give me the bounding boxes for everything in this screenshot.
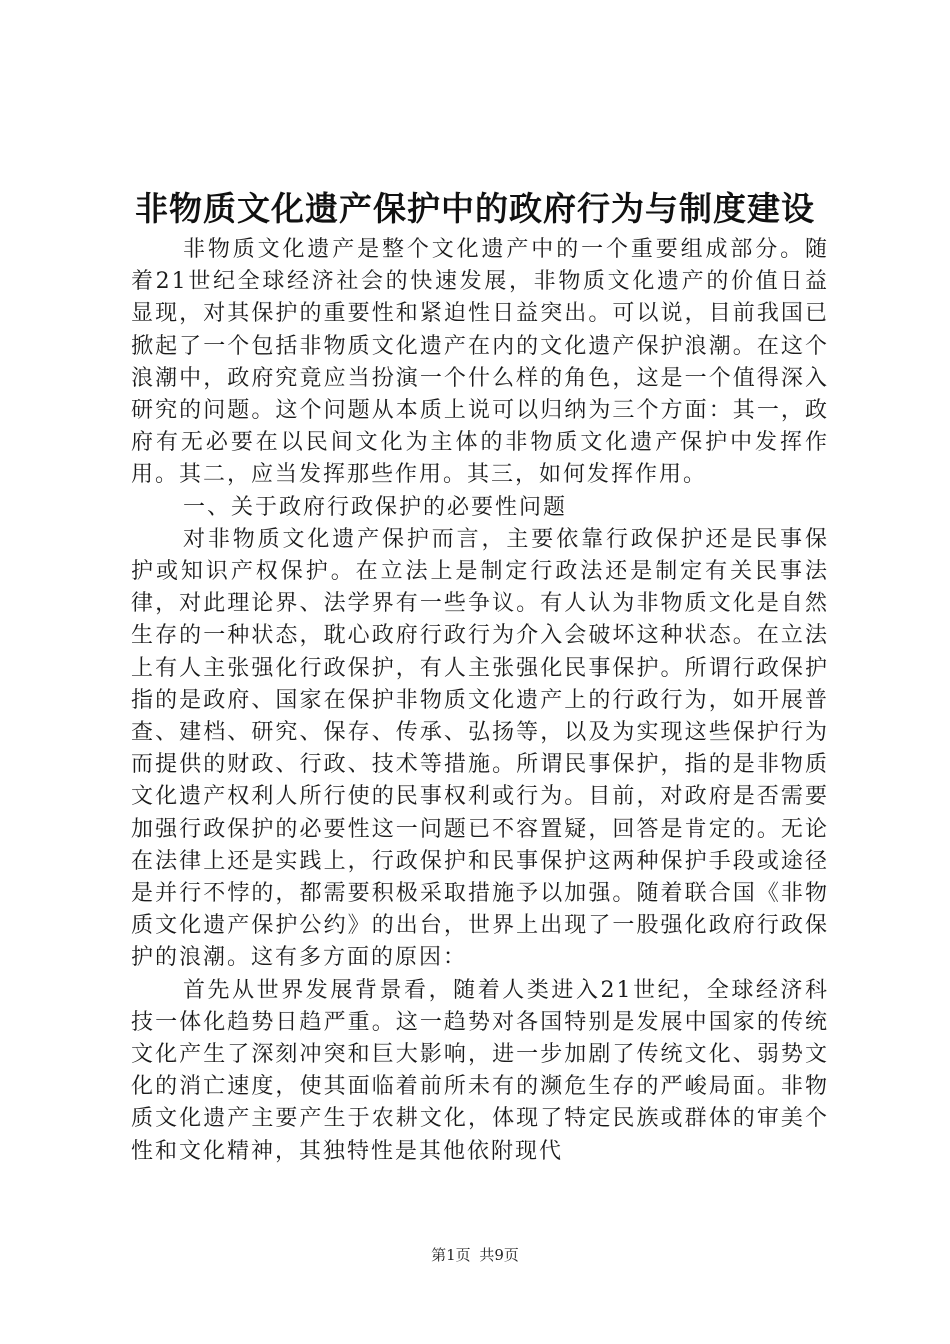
document-title: 非物质文化遗产保护中的政府行为与制度建设 xyxy=(135,189,815,228)
section-heading: 一、关于政府行政保护的必要性问题 xyxy=(183,494,568,520)
page-total: 共9页 xyxy=(479,1246,519,1264)
paragraph-necessity: 对非物质文化遗产保护而言，主要依靠行政保护还是民事保护或知识产权保护。在立法上是制定行政法还是制定有关民事法律，对此理论界、法学界有一些争议。有人认为非物质文化是自然生存的一种状态，耽心政府行政行为介入会破坏这种状态。在立法上有人主张强化行政保护，有人主张强化民事保护。所谓行政保护指的是政府、国家在保护非物质文化遗产上的行政行为，如开展普查、建档、研究、保存、传承、弘扬等，以及为实现这些保护行为而提供的财政、行政、技术等措施。所谓民事保护，指的是非物质文化遗产权利人所行使的民事权利或行为。目前，对政府是否需要加强行政保护的必要性这一问题已不容置疑，回答是肯定的。无论在法律上还是实践上，行政保护和民事保护这两种保护手段或途径是并行不悖的，都需要积极采取措施予以加强。随着联合国《非物质文化遗产保护公约》的出台，世界上出现了一股强化政府行政保护的浪潮。这有多方面的原因： xyxy=(131,526,829,971)
page-number: 第1页 xyxy=(431,1246,471,1264)
paragraph-intro: 非物质文化遗产是整个文化遗产中的一个重要组成部分。随着21世纪全球经济社会的快速发展，非物质文化遗产的价值日益显现，对其保护的重要性和紧迫性日益突出。可以说，目前我国已掀起了一个包括非物质文化遗产在内的文化遗产保护浪潮。在这个浪潮中，政府究竟应当扮演一个什么样的角色，这是一个值得深入研究的问题。这个问题从本质上说可以归纳为三个方面：其一，政府有无必要在以民间文化为主体的非物质文化遗产保护中发挥作用。其二，应当发挥那些作用。其三，如何发挥作用。 xyxy=(131,237,829,488)
page-footer xyxy=(0,1245,950,1265)
paragraph-background: 首先从世界发展背景看，随着人类进入21世纪，全球经济科技一体化趋势日趋严重。这一趋势对各国特别是发展中国家的传统文化产生了深刻冲突和巨大影响，进一步加剧了传统文化、弱势文化的消亡速度，使其面临着前所未有的濒危生存的严峻局面。非物质文化遗产主要产生于农耕文化，体现了特定民族或群体的审美个性和文化精神，其独特性是其他依附现代 xyxy=(131,977,829,1164)
document-body xyxy=(131,234,829,1168)
